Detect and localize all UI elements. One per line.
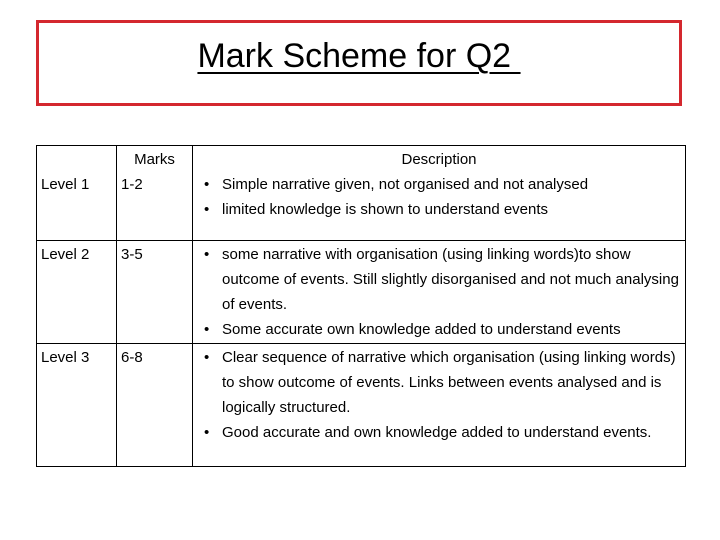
description-list (197, 345, 681, 445)
level-label: Level 1 (41, 176, 90, 193)
page-title: Mark Scheme for Q2 (197, 37, 521, 75)
description-cell (193, 146, 686, 241)
level-cell (37, 344, 117, 467)
description-bullet: • Good accurate and own knowledge added to understand events. (197, 420, 681, 445)
description-bullet: • some narrative with organisation (using linking words)to show outcome of events. Still slightly disorganised and not much analysing of events. (197, 242, 681, 317)
level-label: Level 3 (41, 349, 90, 366)
description-bullet: • Simple narrative given, not organised and not analysed (197, 172, 681, 197)
table-row (37, 241, 686, 344)
marks-value: 6-8 (121, 349, 143, 366)
table-row (37, 344, 686, 467)
description-list (197, 172, 681, 222)
marks-cell (117, 146, 193, 241)
marks-value: 1-2 (121, 176, 143, 193)
description-list (197, 242, 681, 342)
header-description: Description (401, 151, 477, 168)
mark-scheme-table (36, 145, 686, 467)
level-cell (37, 146, 117, 241)
header-marks: Marks (134, 151, 175, 168)
level-label: Level 2 (41, 246, 90, 263)
level-cell (37, 241, 117, 344)
description-cell (193, 241, 686, 344)
marks-cell (117, 241, 193, 344)
title-box (36, 20, 682, 106)
description-cell (193, 344, 686, 467)
description-bullet: • Clear sequence of narrative which organisation (using linking words) to show outcome of events. Links between events analysed and is logically structured. (197, 345, 681, 420)
table-row (37, 146, 686, 241)
marks-cell (117, 344, 193, 467)
description-bullet: • limited knowledge is shown to understand events (197, 197, 681, 222)
description-bullet: • Some accurate own knowledge added to understand events (197, 317, 681, 342)
marks-value: 3-5 (121, 246, 143, 263)
